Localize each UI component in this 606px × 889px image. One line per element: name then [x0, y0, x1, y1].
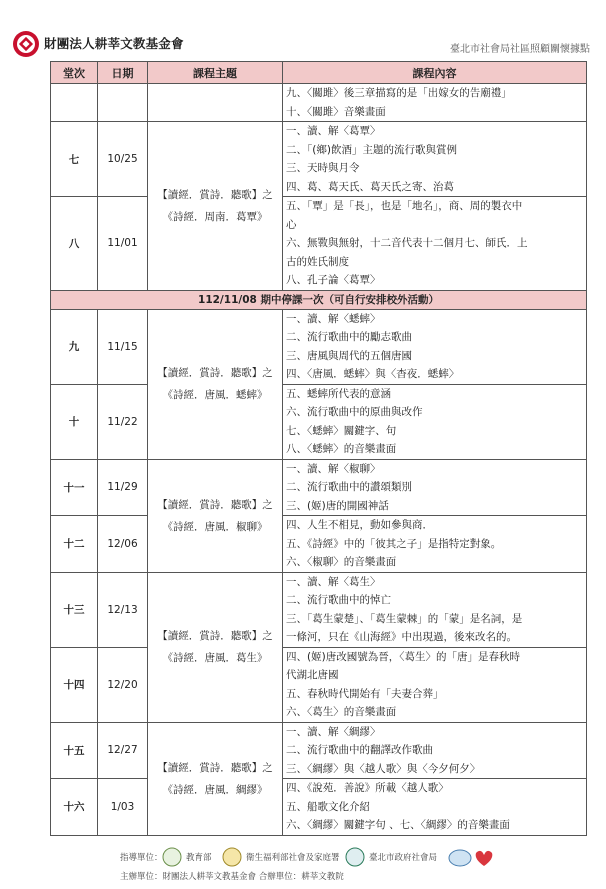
header-session: 堂次	[51, 62, 98, 84]
table-row	[51, 197, 587, 291]
content-line: 六、流行歌曲中的原曲與改作	[286, 406, 423, 418]
content-line: 八、孔子論〈葛覃〉	[286, 274, 381, 286]
course-content	[283, 122, 587, 197]
content-line: 六、〈葛生〉的音樂畫面	[286, 706, 397, 718]
session-date: 12/13	[98, 572, 148, 647]
session-date: 12/27	[98, 722, 148, 779]
course-topic	[148, 309, 283, 459]
table-row	[51, 84, 587, 122]
content-line: 四、人生不相見，動如參與商．	[286, 519, 433, 531]
session-number: 十一	[51, 459, 98, 516]
content-line: 五、「覃」是「長」，也是「地名」，商、周的製衣中	[286, 200, 523, 212]
mohw-emblem-icon	[222, 847, 242, 867]
course-topic	[148, 122, 283, 291]
taipei-emblem-icon	[345, 847, 365, 867]
session-date: 1/03	[98, 779, 148, 836]
content-line: 五、春秋時代開始有「夫妻合葬」	[286, 687, 444, 700]
topic-line: 《詩經．周南．葛覃》	[162, 210, 268, 223]
break-notice: 112/11/08 期中停課一次（可自行安排校外活動）	[51, 290, 587, 309]
content-line: 二、「(鄉)飲酒」主題的流行歌與賞例	[286, 143, 457, 156]
content-line: 一、讀、解〈葛生〉	[286, 575, 381, 588]
course-content	[283, 309, 587, 384]
content-line: 心	[286, 218, 297, 231]
content-line: 四、《說苑．善說》所載〈越人歌〉	[286, 782, 449, 794]
content-line: 一、讀、解〈綢繆〉	[286, 725, 381, 738]
course-content	[283, 459, 587, 516]
table-row	[51, 722, 587, 779]
course-content	[283, 516, 587, 573]
content-line: 一、讀、解〈葛覃〉	[286, 125, 381, 137]
content-line: 三、「葛生蒙楚」、「葛生蒙棘」的「蒙」是名詞，是	[286, 612, 523, 625]
topic-line: 【讀經．賞詩．聽歌】之	[157, 367, 273, 379]
course-topic	[148, 84, 283, 122]
course-content	[283, 779, 587, 836]
course-content	[283, 384, 587, 459]
topic-line: 【讀經．賞詩．聽歌】之	[157, 761, 273, 774]
session-number: 八	[51, 197, 98, 291]
content-line: 四、(姬)唐改國號為晉，〈葛生〉的「唐」是春秋時	[286, 650, 520, 663]
course-content	[283, 572, 587, 647]
content-line: 五、《詩經》中的「彼其之子」是指特定對象。	[286, 537, 502, 550]
session-date: 11/01	[98, 197, 148, 291]
break-row	[51, 290, 587, 309]
table-row	[51, 309, 587, 384]
partner-logos-icon	[448, 847, 496, 869]
content-line: 五、船歌文化介紹	[286, 800, 370, 813]
session-date	[98, 84, 148, 122]
organizer-line: 主辦單位：財團法人耕莘文教基金會 合辦單位：耕莘文教院	[120, 872, 344, 882]
header-content: 課程內容	[283, 62, 587, 84]
course-topic	[148, 572, 283, 722]
moe-emblem-icon	[162, 847, 182, 867]
taipei-name: 臺北市政府社會局	[369, 853, 438, 863]
content-line: 七、〈蟋蟀〉關鍵字、句	[286, 424, 397, 437]
content-line: 二、流行歌曲中的讚頌類別	[286, 481, 412, 493]
topic-line: 【讀經．賞詩．聽歌】之	[157, 498, 273, 511]
session-date: 12/06	[98, 516, 148, 573]
content-line: 九、〈關雎〉後三章描寫的是「出嫁女的告廟禮」	[286, 87, 512, 99]
course-content	[283, 84, 587, 122]
table-row	[51, 779, 587, 836]
table-row	[51, 572, 587, 647]
topic-line: 《詩經．唐風．蟋蟀》	[162, 389, 268, 401]
content-line: 六、〈椒聊〉的音樂畫面	[286, 556, 397, 568]
session-number: 十二	[51, 516, 98, 573]
header-date: 日期	[98, 62, 148, 84]
page-header	[0, 0, 606, 60]
session-number: 十六	[51, 779, 98, 836]
content-line: 一、讀、解〈椒聊〉	[286, 462, 381, 475]
content-line: 一條河，只在《山海經》中出現過，後來改名的。	[286, 631, 517, 643]
session-number: 九	[51, 309, 98, 384]
content-line: 二、流行歌曲中的悼亡	[286, 594, 391, 606]
content-line: 古的姓氏制度	[286, 255, 349, 268]
session-number: 十四	[51, 647, 98, 722]
topic-line: 【讀經．賞詩．聽歌】之	[157, 630, 273, 642]
course-content	[283, 722, 587, 779]
content-line: 四、葛、葛天氏、葛天氏之寄、治葛	[286, 180, 454, 193]
content-line: 一、讀、解〈蟋蟀〉	[286, 312, 381, 325]
topic-line: 《詩經．唐風．葛生》	[162, 652, 268, 664]
table-row	[51, 122, 587, 197]
course-topic	[148, 459, 283, 572]
content-line: 代湖北唐國	[286, 669, 339, 681]
content-line: 六、無斁與無射，十二音代表十二個月七、師氏．上	[286, 237, 528, 249]
session-date: 11/29	[98, 459, 148, 516]
mohw-name: 衛生福利部社會及家庭署	[246, 853, 340, 863]
content-line: 二、流行歌曲中的勵志歌曲	[286, 331, 412, 343]
table-header-row	[51, 62, 587, 84]
content-line: 三、(姬)唐的開國神話	[286, 499, 389, 512]
topic-line: 《詩經．唐風．綢繆》	[162, 783, 268, 796]
topic-line: 【讀經．賞詩．聽歌】之	[157, 188, 273, 201]
session-date: 11/22	[98, 384, 148, 459]
content-line: 八、〈蟋蟀〉的音樂畫面	[286, 443, 397, 455]
session-number: 十三	[51, 572, 98, 647]
content-line: 五、蟋蟀所代表的意涵	[286, 387, 391, 400]
table-row	[51, 647, 587, 722]
session-number	[51, 84, 98, 122]
moe-name: 教育部	[186, 853, 212, 863]
footer	[0, 845, 606, 889]
course-content	[283, 197, 587, 291]
content-line: 三、〈綢繆〉與〈越人歌〉與〈今夕何夕〉	[286, 762, 481, 775]
session-number: 十五	[51, 722, 98, 779]
session-date: 12/20	[98, 647, 148, 722]
course-topic	[148, 722, 283, 835]
org-name: 財團法人耕莘文教基金會	[44, 36, 184, 51]
session-date: 10/25	[98, 122, 148, 197]
session-number: 十	[51, 384, 98, 459]
course-content	[283, 647, 587, 722]
guidance-label: 指導單位：	[120, 853, 163, 863]
topic-line: 《詩經．唐風．椒聊》	[162, 520, 268, 533]
foundation-logo-icon	[12, 30, 40, 58]
course-schedule-table	[50, 61, 587, 836]
content-line: 二、流行歌曲中的翻譯改作歌曲	[286, 744, 433, 756]
site-label: 臺北市社會局社區照顧關懷據點	[450, 44, 590, 55]
table-row	[51, 459, 587, 516]
header-topic: 課程主題	[148, 62, 283, 84]
content-line: 十、〈關雎〉音樂畫面	[286, 105, 386, 118]
session-number: 七	[51, 122, 98, 197]
session-date: 11/15	[98, 309, 148, 384]
content-line: 六、〈綢繆〉關鍵字句 、七、〈綢繆〉的音樂畫面	[286, 819, 510, 831]
content-line: 三、天時與月令	[286, 162, 360, 174]
content-line: 四、〈唐風．蟋蟀〉與〈杳夜．蟋蟀〉	[286, 368, 460, 380]
table-row	[51, 516, 587, 573]
content-line: 三、唐風與周代的五個唐國	[286, 349, 412, 362]
table-row	[51, 384, 587, 459]
